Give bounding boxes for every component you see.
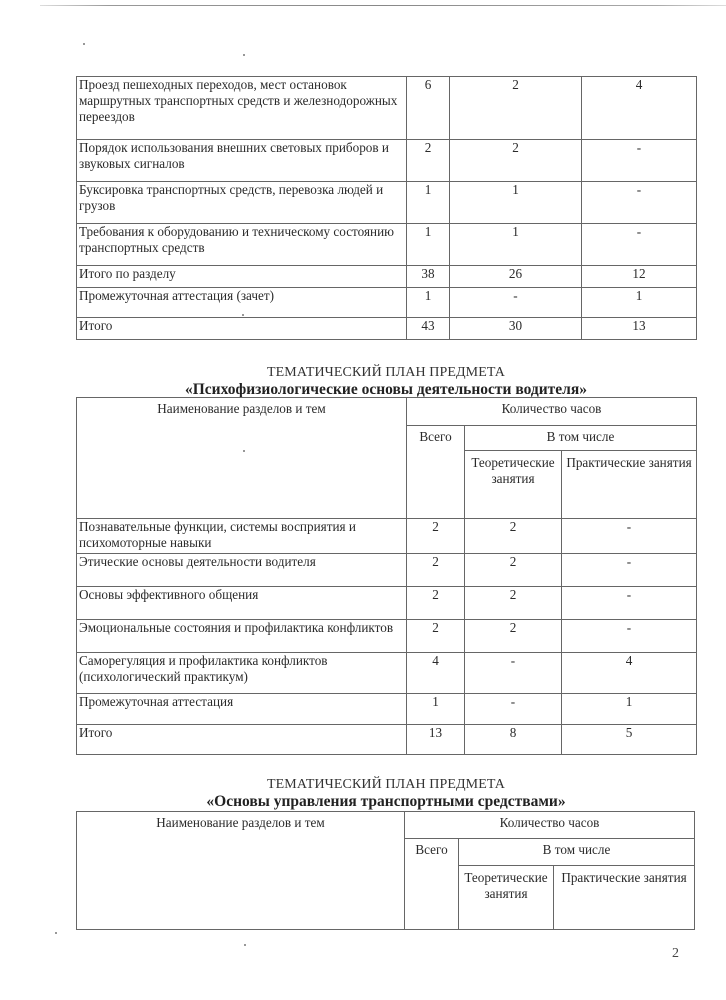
table-row [77,224,697,266]
table-header [77,398,697,519]
topic-name: Буксировка транспортных средств, перевозка людей и грузов [77,182,407,224]
subject-title: «Основы управления транспортными средствами» [206,793,566,810]
table-psychophysiology [76,397,697,755]
table-row [77,77,697,140]
header-topic-name: Наименование разделов и тем [77,812,405,930]
table-row [77,694,697,725]
table-header [77,812,695,930]
table-body [77,519,697,755]
topic-name: Эмоциональные состояния и профилактика конфликтов [77,620,407,653]
header-total: Всего [407,426,465,519]
hours-theory: - [465,653,562,694]
hours-practice: 1 [562,694,697,725]
topic-name: Требования к оборудованию и техническому состоянию транспортных средств [77,224,407,266]
hours-practice: 4 [562,653,697,694]
hours-practice: - [562,587,697,620]
hours-theory: 26 [450,266,582,288]
table-row [77,587,697,620]
table-row [77,266,697,288]
scan-speck [83,43,85,45]
hours-theory: - [450,288,582,318]
hours-total: 2 [407,620,465,653]
table-row [77,318,697,340]
hours-practice: - [562,554,697,587]
hours-theory: 1 [450,224,582,266]
topic-name: Итого [77,725,407,755]
section-title-psychophysiology [76,364,696,399]
hours-theory: 2 [465,620,562,653]
hours-practice: - [562,519,697,554]
hours-theory: 1 [450,182,582,224]
header-total: Всего [405,839,459,930]
topic-name: Промежуточная аттестация [77,694,407,725]
hours-total: 2 [407,554,465,587]
topic-name: Познавательные функции, системы восприятия и психомоторные навыки [77,519,407,554]
header-including: В том числе [465,426,697,451]
header-theory: Теоретические занятия [465,451,562,519]
topic-name: Порядок использования внешних световых приборов и звуковых сигналов [77,140,407,182]
hours-practice: 12 [582,266,697,288]
hours-theory: - [465,694,562,725]
hours-total: 13 [407,725,465,755]
hours-theory: 8 [465,725,562,755]
hours-total: 6 [407,77,450,140]
table-row [77,725,697,755]
table-row [77,288,697,318]
hours-total: 1 [407,694,465,725]
topic-name: Промежуточная аттестация (зачет) [77,288,407,318]
hours-total: 1 [407,224,450,266]
hours-practice: 5 [562,725,697,755]
scan-edge-line [40,5,726,6]
table-continued-body [77,77,697,340]
hours-total: 43 [407,318,450,340]
hours-theory: 2 [465,519,562,554]
header-practice: Практические занятия [562,451,697,519]
header-practice: Практические занятия [554,866,695,930]
header-including: В том числе [459,839,695,866]
hours-practice: - [582,140,697,182]
hours-practice: 4 [582,77,697,140]
hours-theory: 2 [465,554,562,587]
table-row [77,554,697,587]
scan-speck [55,932,57,934]
hours-practice: 13 [582,318,697,340]
table-vehicle-control [76,811,695,930]
table-row [77,620,697,653]
header-topic-name: Наименование разделов и тем [77,398,407,519]
hours-total: 2 [407,587,465,620]
hours-total: 38 [407,266,450,288]
hours-total: 1 [407,288,450,318]
hours-theory: 2 [465,587,562,620]
header-theory: Теоретические занятия [459,866,554,930]
table-row [77,182,697,224]
scan-speck [243,54,245,56]
topic-name: Итого по разделу [77,266,407,288]
hours-theory: 2 [450,77,582,140]
hours-total: 1 [407,182,450,224]
subject-title: «Психофизиологические основы деятельности водителя» [184,381,588,398]
hours-total: 2 [407,140,450,182]
section-heading: ТЕМАТИЧЕСКИЙ ПЛАН ПРЕДМЕТА [266,365,506,380]
page-number: 2 [672,946,679,961]
hours-theory: 2 [450,140,582,182]
topic-name: Этические основы деятельности водителя [77,554,407,587]
topic-name: Итого [77,318,407,340]
hours-total: 2 [407,519,465,554]
section-title-vehicle-control [76,776,696,811]
hours-practice: - [562,620,697,653]
hours-total: 4 [407,653,465,694]
header-hours: Количество часов [407,398,697,426]
hours-theory: 30 [450,318,582,340]
table-row [77,519,697,554]
table-row [77,140,697,182]
topic-name: Проезд пешеходных переходов, мест остановок маршрутных транспортных средств и железнодорожных переездов [77,77,407,140]
topic-name: Саморегуляция и профилактика конфликтов (психологический практикум) [77,653,407,694]
topic-name: Основы эффективного общения [77,587,407,620]
header-hours: Количество часов [405,812,695,839]
scan-speck [244,944,246,946]
hours-practice: - [582,182,697,224]
hours-practice: - [582,224,697,266]
table-row [77,653,697,694]
table-continued-section [76,76,697,340]
hours-practice: 1 [582,288,697,318]
section-heading: ТЕМАТИЧЕСКИЙ ПЛАН ПРЕДМЕТА [266,777,506,792]
